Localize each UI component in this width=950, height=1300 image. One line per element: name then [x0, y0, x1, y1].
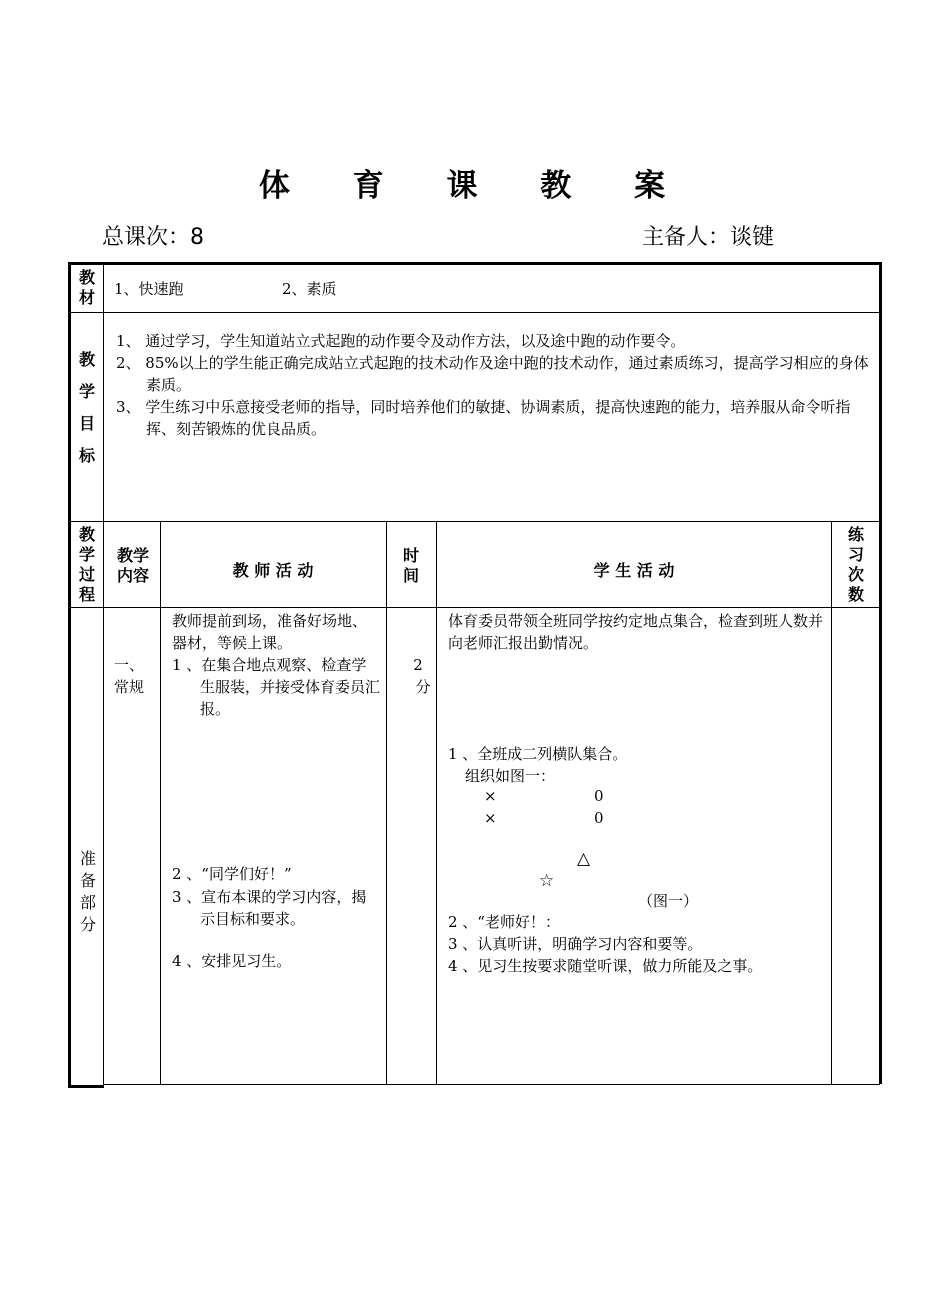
header-time: 时间: [402, 546, 419, 585]
teacher-intro: 教师提前到场，准备好场地、器材，等候上课。: [172, 612, 368, 652]
row-divider-materials: [68, 312, 882, 313]
preparer: 主备人：谈键: [642, 225, 775, 250]
student-item-1: 1 、全班成二列横队集合。: [448, 745, 628, 763]
objective-item: 1、 通过学习，学生知道站立式起跑的动作要令及动作方法，以及途中跑的动作要令。: [116, 332, 686, 350]
col-divider-time: [436, 521, 437, 1084]
col-divider-content: [160, 521, 161, 1084]
table-right-border: [879, 262, 882, 1084]
col-divider-label: [103, 262, 104, 1087]
teacher-item-2: 2 、“同学们好！”: [172, 865, 292, 883]
student-intro: 体育委员带领全班同学按约定地点集合，检查到班人数并向老师汇报出勤情况。: [448, 612, 824, 652]
time-unit: 分: [415, 678, 431, 696]
row-divider-objectives: [68, 521, 882, 522]
teacher-item-3: 3 、宣布本课的学习内容，揭示目标和要求。: [172, 888, 367, 928]
col-divider-student: [831, 521, 832, 1084]
table-top-border: [68, 262, 882, 265]
formation-mark: ×: [484, 809, 497, 827]
objective-item: 3、 学生练习中乐意接受老师的指导，同时培养他们的敏捷、协调素质，提高快速跑的能力，培养服从命令听指挥、刻苦锻炼的优良品质。: [116, 398, 851, 438]
table-left-border: [68, 262, 71, 1088]
table-bottom-border: [104, 1084, 880, 1085]
formation-mark: 0: [594, 787, 604, 805]
header-teacher: 教 师 活 动: [232, 561, 314, 580]
star-mark: ☆: [539, 871, 555, 891]
formation-mark: 0: [594, 809, 604, 827]
student-item-2: 2 、“老师好！：: [448, 913, 560, 931]
materials-item-1: 1、快速跑: [114, 280, 184, 298]
section-content: 一、常规: [114, 656, 145, 696]
row-divider-header: [68, 607, 882, 608]
page-title: 体 育 课 教 案: [258, 168, 692, 204]
teacher-item-4: 4 、安排见习生。: [172, 952, 292, 970]
student-item-4: 4 、见习生按要求随堂听课，做力所能及之事。: [448, 957, 763, 975]
objectives-label: 教 学 目 标: [78, 350, 95, 465]
header-content: 教学内容: [116, 546, 149, 585]
header-practice: 练习次数: [847, 525, 864, 604]
student-org: 组织如图一：: [465, 767, 556, 785]
triangle-mark: △: [577, 849, 591, 869]
section-label: 准备部分: [79, 849, 96, 934]
section-time: [403, 654, 433, 698]
objective-item: 2、 85%以上的学生能正确完成站立式起跑的技术动作及途中跑的技术动作，通过素质练习，提高学习相应的身体素质。: [116, 354, 869, 394]
teacher-item-1: 1 、在集合地点观察、检查学生服装，并接受体育委员汇报。: [172, 656, 381, 718]
col-divider-teacher: [386, 521, 387, 1084]
table-bottom-left-border: [68, 1085, 104, 1088]
student-item-3: 3 、认真听讲，明确学习内容和要等。: [448, 935, 703, 953]
figure-caption: （图一）: [638, 892, 699, 910]
formation-mark: ×: [484, 787, 497, 805]
header-process: 教学过程: [78, 525, 95, 604]
total-lessons: 总课次：8: [102, 225, 204, 250]
objectives-list: [116, 330, 872, 440]
materials-label: 教材: [78, 268, 95, 307]
header-student: 学 生 活 动: [593, 561, 675, 580]
time-value: 2: [413, 656, 423, 674]
materials-item-2: 2、素质: [282, 280, 337, 298]
